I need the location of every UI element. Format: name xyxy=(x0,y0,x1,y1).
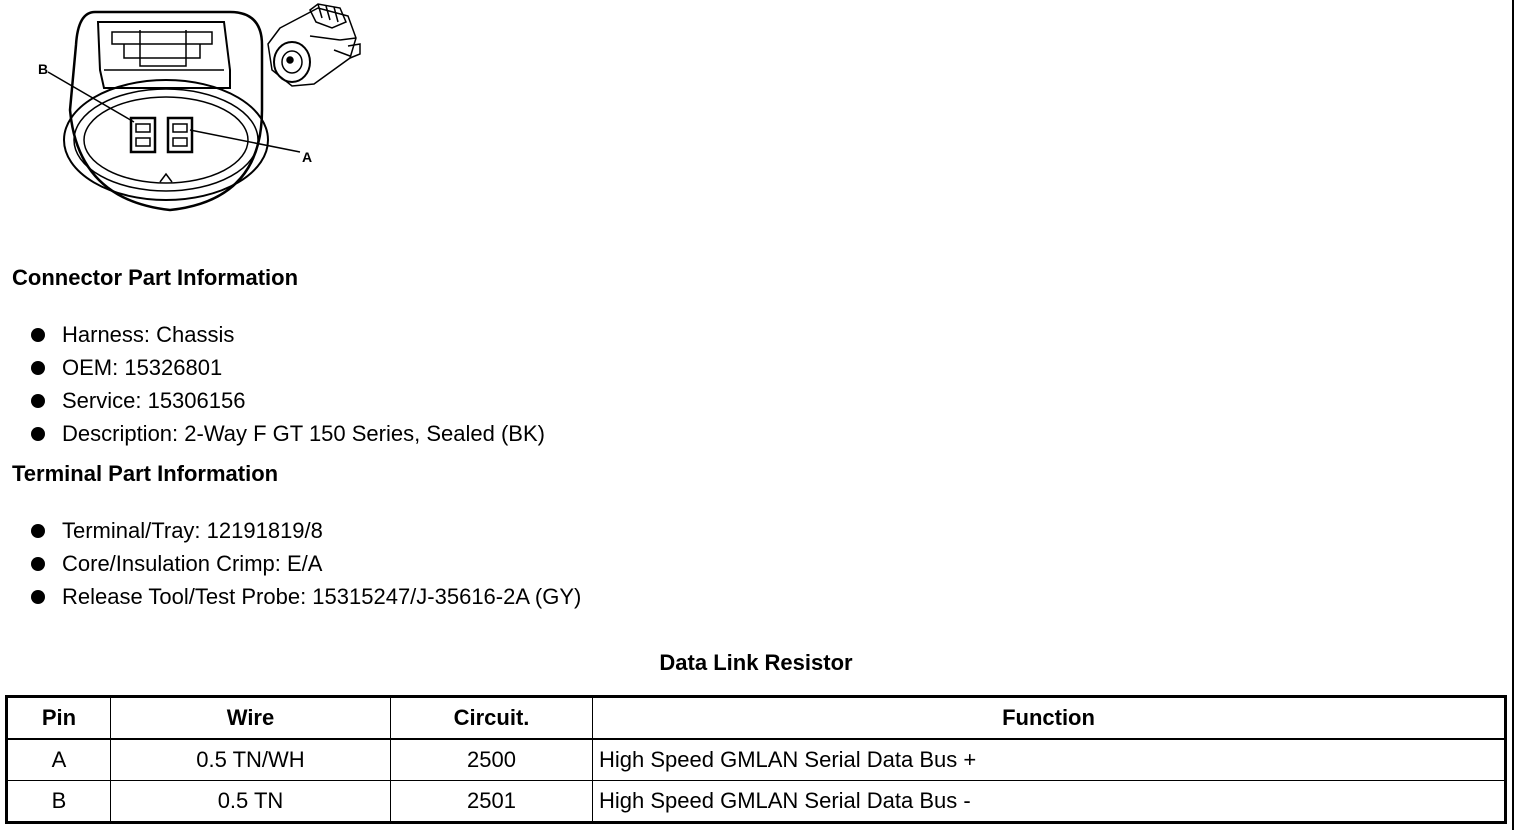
crimp-text: Core/Insulation Crimp: E/A xyxy=(62,551,323,576)
header-circuit: Circuit. xyxy=(391,697,593,740)
bullet-icon xyxy=(31,557,45,571)
table-header-row xyxy=(7,697,1506,740)
list-item xyxy=(30,351,545,384)
bullet-icon xyxy=(31,427,45,441)
bullet-icon xyxy=(31,394,45,408)
oem-text: OEM: 15326801 xyxy=(62,355,223,380)
list-item xyxy=(30,514,581,547)
terminal-tray-text: Terminal/Tray: 12191819/8 xyxy=(62,518,323,543)
connector-part-info-heading: Connector Part Information xyxy=(12,265,299,290)
cell-pin: B xyxy=(7,781,111,823)
terminal-cavity-a xyxy=(168,118,192,152)
connector-seal-core xyxy=(84,97,248,183)
header-function: Function xyxy=(593,697,1506,740)
release-tool-text: Release Tool/Test Probe: 15315247/J-35616-2A (GY) xyxy=(62,584,582,609)
pin-label-b: B xyxy=(38,61,49,77)
description-text: Description: 2-Way F GT 150 Series, Sealed (BK) xyxy=(62,421,545,446)
bullet-icon xyxy=(31,328,45,342)
cell-circuit: 2501 xyxy=(391,781,593,823)
cell-wire: 0.5 TN/WH xyxy=(111,739,391,781)
list-item xyxy=(30,547,581,580)
list-item xyxy=(30,384,545,417)
list-item xyxy=(30,580,581,613)
cell-function: High Speed GMLAN Serial Data Bus - xyxy=(593,781,1506,823)
connector-part-info-list xyxy=(30,318,545,450)
table-row xyxy=(7,739,1506,781)
connector-seal-inner xyxy=(74,89,258,191)
terminal-part-info-heading: Terminal Part Information xyxy=(12,461,279,486)
cell-pin: A xyxy=(7,739,111,781)
pin-label-a: A xyxy=(302,149,313,165)
cell-function: High Speed GMLAN Serial Data Bus + xyxy=(593,739,1506,781)
bullet-icon xyxy=(31,361,45,375)
list-item xyxy=(30,417,545,450)
cell-wire: 0.5 TN xyxy=(111,781,391,823)
terminal-cavity-b xyxy=(131,118,155,152)
table-row xyxy=(7,781,1506,823)
leader-line-b xyxy=(48,72,134,122)
page-border-rule xyxy=(1512,0,1514,830)
bullet-icon xyxy=(31,524,45,538)
list-item xyxy=(30,318,545,351)
header-pin: Pin xyxy=(7,697,111,740)
service-text: Service: 15306156 xyxy=(62,388,246,413)
connector-isometric-sketch xyxy=(268,4,360,86)
table-title: Data Link Resistor xyxy=(659,650,853,675)
harness-text: Harness: Chassis xyxy=(62,322,235,347)
leader-line-a xyxy=(190,130,300,152)
terminal-part-info-list xyxy=(30,514,581,613)
header-wire: Wire xyxy=(111,697,391,740)
cell-circuit: 2500 xyxy=(391,739,593,781)
pin-table xyxy=(5,695,1507,824)
bullet-icon xyxy=(31,590,45,604)
connector-diagram xyxy=(30,0,390,220)
